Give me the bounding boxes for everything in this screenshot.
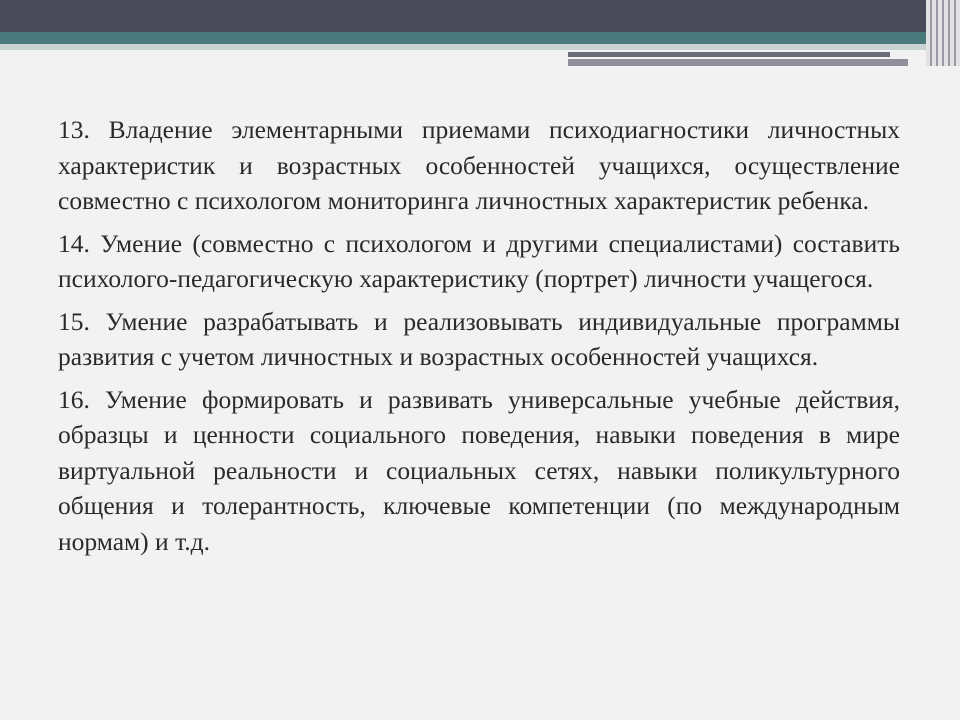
slide-body bbox=[58, 112, 900, 566]
list-item: 16. Умение формировать и развивать универсальные учебные действия, образцы и ценности социального поведения, навыки поведения в мире виртуальной реальности и социальных сетях, навыки поликультурного общения и толерантность, ключевые компетенции (по международным нормам) и т.д. bbox=[58, 384, 900, 556]
header-corner-stripes bbox=[926, 0, 960, 66]
slide-header-bar bbox=[0, 0, 960, 32]
header-decor-stripe-1 bbox=[568, 52, 890, 57]
header-decor-stripe-2 bbox=[568, 59, 908, 66]
list-item: 14. Умение (совместно с психологом и другими специалистами) составить психолого-педагогическую характеристику (портрет) личности учащегося. bbox=[58, 228, 900, 293]
list-item: 15. Умение разрабатывать и реализовывать индивидуальные программы развития с учетом личностных и возрастных особенностей учащихся. bbox=[58, 306, 900, 371]
list-item: 13. Владение элементарными приемами психодиагностики личностных характеристик и возрастных особенностей учащихся, осуществление совместно с психологом мониторинга личностных характеристик ребенка. bbox=[58, 115, 900, 215]
header-divider-band bbox=[0, 44, 960, 50]
header-accent-band bbox=[0, 32, 960, 44]
